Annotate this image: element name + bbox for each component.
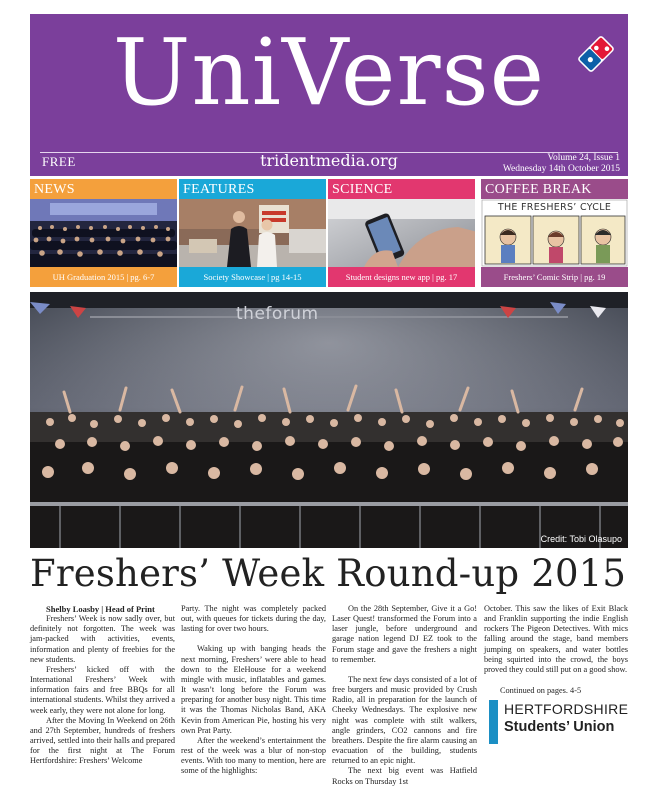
su-logo-mark <box>486 700 500 744</box>
article-column-3 <box>332 604 477 787</box>
section-coffee-break[interactable] <box>481 179 628 287</box>
domino-icon <box>574 32 618 76</box>
article-column-4 <box>484 604 628 696</box>
masthead <box>30 14 628 176</box>
section-caption: UH Graduation 2015 | pg. 6-7 <box>30 267 177 287</box>
science-photo <box>328 199 475 267</box>
features-photo <box>179 199 326 267</box>
issue-info <box>503 153 620 175</box>
comic-title: THE FRESHERS’ CYCLE <box>497 202 612 213</box>
paragraph: After the weekend’s entertainment the rest of the week was a blur of non-stop events. With too many to mention, here are some of the highlights: <box>181 735 326 776</box>
volume-label: Volume 24, Issue 1 <box>547 153 620 163</box>
paragraph: October. This saw the likes of Exit Black and Franklin supporting the indie English rockers The Pigeon Detectives. With mics falling around the stage, band members jumping on speakers, and water bottles being squirted into the crowd, the boys proved they could still put on a good show. <box>484 604 628 674</box>
su-logo-line2: Students’ Union <box>504 719 615 735</box>
issue-date: Wednesday 14th October 2015 <box>502 164 620 174</box>
section-caption: Society Showcase | pg 14-15 <box>179 267 326 287</box>
paragraph: Freshers’ Week is now sadly over, but definitely not forgotten. The week was jam-packed with activities, events, information and plenty of freebies for the new students. <box>30 614 175 664</box>
article-column-2 <box>181 604 326 777</box>
section-features[interactable] <box>179 179 326 287</box>
article-column-1 <box>30 604 175 767</box>
section-label: FEATURES <box>179 179 326 199</box>
paragraph: Waking up with banging heads the next morning, Freshers’ were able to head down to the EleHouse for a weekend mingle with music, inflatables and games. It wasn’t long before the Forum was preparing for another busy night. This time it was the Thomas Nicholas Band, AKA Kevin from American Pie, hosting his very own Prat Party. <box>181 644 326 735</box>
section-strip <box>30 179 628 287</box>
section-caption: Student designs new app | pg. 17 <box>328 267 475 287</box>
section-news[interactable] <box>30 179 177 287</box>
comic-strip-preview <box>481 199 628 267</box>
paragraph: On the 28th September, Give it a Go! Laser Quest! transformed the Forum into a laser jungle, before underground and garage nation legend DJ EZ took to the Forum stage and gave the freshers a night to remember. <box>332 604 477 664</box>
paragraph: After the Moving In Weekend on 26th and 27th September, hundreds of freshers arrived, settled into their halls and prepared for the first night at The Forum Hertfordshire: Freshers’ Welcome <box>30 715 175 766</box>
newspaper-title: UniVerse <box>112 19 546 126</box>
hero-photo <box>30 292 628 548</box>
section-label: NEWS <box>30 179 177 199</box>
photo-credit: Credit: Tobi Olasupo <box>540 534 622 544</box>
free-label: FREE <box>42 154 76 169</box>
website-link[interactable]: tridentmedia.org <box>260 151 398 170</box>
students-union-logo <box>486 698 629 746</box>
section-label: COFFEE BREAK <box>481 179 628 199</box>
section-caption: Freshers’ Comic Strip | pg. 19 <box>481 267 628 287</box>
paragraph: The next few days consisted of a lot of free burgers and music provided by Crush Radio, all in preparation for the launch of Cheeky Wednesdays. The explosive new night was complete with stilt walkers, angle grinders, CO2 cannons and fire breathers. Despite the fire alarm causing an evacuation of the building, students returned to an epic night. <box>332 674 477 766</box>
continued-note: Continued on pages. 4-5 <box>500 686 582 696</box>
section-label: SCIENCE <box>328 179 475 199</box>
su-logo-line1: HERTFORDSHIRE <box>504 701 629 717</box>
venue-sign: theforum <box>236 304 319 324</box>
news-photo <box>30 199 177 267</box>
paragraph: Party. The night was completely packed out, with queues for tickets during the day, lasting for over two hours. <box>181 604 326 634</box>
article-headline: Freshers’ Week Round-up 2015 <box>30 552 627 595</box>
byline: Shelby Loasby | Head of Print <box>46 604 155 614</box>
paragraph: The next big event was Hatfield Rocks on Thursday 1st <box>332 766 477 786</box>
section-science[interactable] <box>328 179 475 287</box>
paragraph: Freshers’ kicked off with the International Freshers’ Week with information fairs and free BBQs for all international students. Whilst they arrived a week early, they were not alone for long. <box>30 664 176 715</box>
